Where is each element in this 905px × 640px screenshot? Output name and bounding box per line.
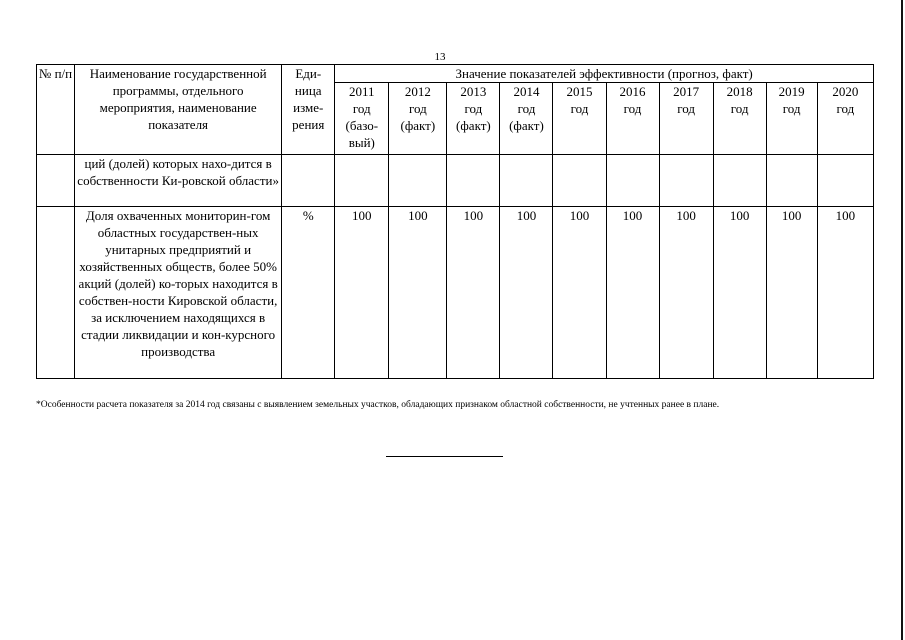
header-year-line1: год	[782, 101, 801, 116]
value-cell: 100	[553, 207, 606, 379]
end-rule	[386, 456, 503, 457]
row-num	[37, 155, 75, 207]
header-year-2014	[500, 83, 553, 155]
footnote: *Особенности расчета показателя за 2014 год связаны с выявлением земельных участков, обладающих признаком областной собственности, не учтенных ранее в плане.	[36, 400, 720, 410]
header-year-year: 2017	[673, 84, 700, 99]
header-year-year: 2012	[404, 84, 431, 99]
value-cell: 100	[817, 207, 873, 379]
header-year-year: 2015	[566, 84, 593, 99]
value-cell	[713, 155, 766, 207]
header-year-line3: вый)	[348, 135, 375, 150]
value-cell	[817, 155, 873, 207]
value-cell: 100	[447, 207, 500, 379]
header-year-line2: (базо-	[345, 118, 379, 133]
header-name: Наименование государственной программы, отдельного мероприятия, наименование показателя	[75, 65, 282, 155]
value-cell	[553, 155, 606, 207]
header-year-year: 2019	[778, 84, 805, 99]
unit-value: %	[282, 207, 335, 379]
value-cell: 100	[766, 207, 817, 379]
header-year-year: 2018	[726, 84, 753, 99]
header-year-year: 2016	[619, 84, 646, 99]
header-year-line1: год	[623, 101, 642, 116]
header-year-2020	[817, 83, 873, 155]
header-year-2018	[713, 83, 766, 155]
header-year-year: 2011	[349, 84, 375, 99]
header-year-line1: год	[517, 101, 536, 116]
indicators-table	[36, 64, 874, 379]
value-cell: 100	[659, 207, 713, 379]
indicator-name: ций (долей) которых нахо-дится в собственности Ки-ровской области»	[75, 155, 282, 207]
value-cell: 100	[335, 207, 389, 379]
value-cell: 100	[606, 207, 659, 379]
header-year-line1: год	[570, 101, 589, 116]
header-unit: Еди-ница изме-рения	[282, 65, 335, 155]
header-num: № п/п	[37, 65, 75, 155]
value-cell	[335, 155, 389, 207]
value-cell	[389, 155, 447, 207]
header-year-2012	[389, 83, 447, 155]
unit-value	[282, 155, 335, 207]
header-year-2015	[553, 83, 606, 155]
header-year-line1: год	[730, 101, 749, 116]
header-year-line2: (факт)	[400, 118, 436, 133]
header-year-2011	[335, 83, 389, 155]
header-year-line1: год	[464, 101, 483, 116]
header-year-year: 2013	[460, 84, 487, 99]
header-year-2016	[606, 83, 659, 155]
value-cell	[500, 155, 553, 207]
header-year-line2: (факт)	[509, 118, 544, 133]
header-year-line1: год	[352, 101, 371, 116]
value-cell: 100	[500, 207, 553, 379]
header-year-line2: (факт)	[456, 118, 491, 133]
header-year-line1: год	[836, 101, 855, 116]
value-cell	[659, 155, 713, 207]
header-year-2017	[659, 83, 713, 155]
header-year-year: 2020	[832, 84, 859, 99]
header-year-2013	[447, 83, 500, 155]
header-year-line1: год	[677, 101, 695, 116]
scan-margin-line	[901, 0, 903, 640]
header-year-year: 2014	[513, 84, 540, 99]
header-year-2019	[766, 83, 817, 155]
page-number: 13	[434, 51, 446, 63]
value-cell	[766, 155, 817, 207]
value-cell	[606, 155, 659, 207]
header-indicator-values: Значение показателей эффективности (прогноз, факт)	[335, 65, 874, 83]
value-cell	[447, 155, 500, 207]
value-cell: 100	[713, 207, 766, 379]
value-cell: 100	[389, 207, 447, 379]
row-num	[37, 207, 75, 379]
header-year-line1: год	[408, 101, 427, 116]
indicator-name: Доля охваченных мониторин-гом областных государствен-ных унитарных предприятий и хозяйственных обществ, более 50% акций (долей) ко-торых находится в собствен-ности Кировской области, за исключением находящихся в стадии ликвидации и кон-курсного производства	[75, 207, 282, 379]
